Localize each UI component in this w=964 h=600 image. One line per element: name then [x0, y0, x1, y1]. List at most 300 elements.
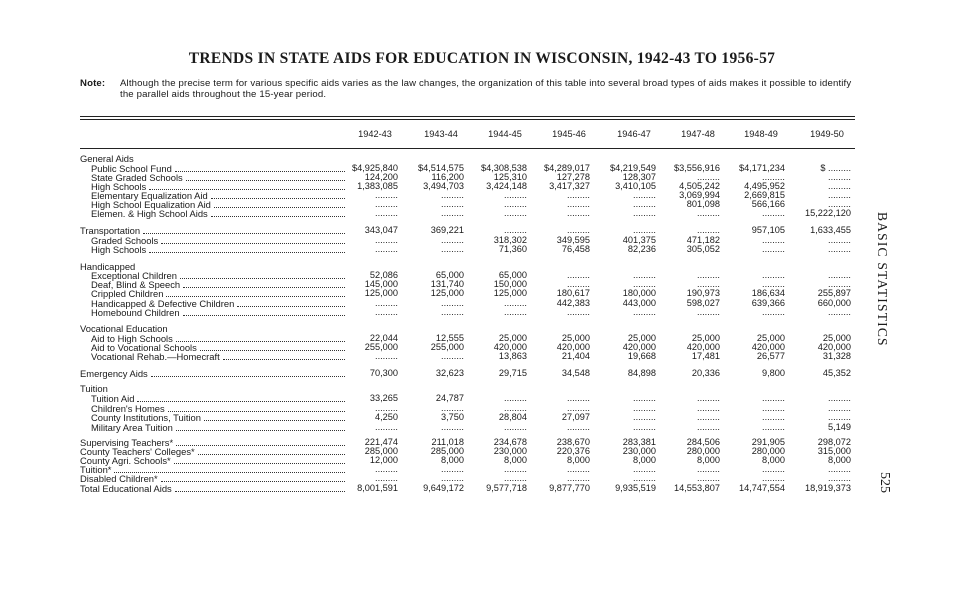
leader-dots	[114, 465, 345, 473]
table-cell: 8,000	[633, 455, 656, 465]
table-cell: 26,577	[756, 351, 785, 361]
table-cell: .........	[567, 270, 590, 280]
table-row	[0, 369, 964, 379]
table-cell: .........	[504, 403, 527, 413]
table-cell: 420,000	[817, 342, 851, 352]
row-label: Total Educational Aids	[80, 483, 172, 494]
row-label: Deaf, Blind & Speech	[91, 279, 181, 290]
table-cell: 8,000	[504, 455, 527, 465]
table-cell: .........	[567, 422, 590, 432]
table-cell: 420,000	[556, 342, 590, 352]
table-cell: 280,000	[686, 446, 720, 456]
table-cell: 8,000	[567, 455, 590, 465]
leader-dots	[174, 456, 345, 464]
row-label: Handicapped	[80, 261, 136, 272]
table-cell: .........	[633, 412, 656, 422]
leader-dots	[175, 484, 345, 492]
table-cell: 82,236	[627, 244, 656, 254]
table-cell: 3,750	[441, 412, 464, 422]
row-label: Emergency Aids	[80, 368, 148, 379]
table-cell: 471,182	[686, 235, 720, 245]
table-row	[0, 384, 964, 394]
table-cell: .........	[504, 393, 527, 403]
table-cell: 639,366	[751, 298, 785, 308]
table-cell: .........	[762, 473, 785, 483]
row-label: Supervising Teachers*	[80, 437, 174, 448]
table-cell: 9,577,718	[486, 483, 527, 493]
leader-dots	[176, 423, 345, 431]
row-label: Aid to High Schools	[91, 333, 173, 344]
table-cell: 25,000	[498, 333, 527, 343]
table-cell: $4,925,840	[352, 163, 398, 173]
table-cell: 12,555	[435, 333, 464, 343]
page-number: 525	[877, 472, 892, 493]
table-cell: .........	[697, 307, 720, 317]
table-cell: 127,278	[556, 172, 590, 182]
table-cell: 420,000	[686, 342, 720, 352]
table-cell: .........	[697, 422, 720, 432]
table-cell: .........	[441, 422, 464, 432]
table-cell: .........	[504, 473, 527, 483]
leader-dots	[204, 413, 345, 421]
table-cell: 255,000	[364, 342, 398, 352]
table-cell: .........	[441, 199, 464, 209]
table-cell: 33,265	[369, 393, 398, 403]
column-header: 1948-49	[744, 129, 778, 139]
table-cell: .........	[375, 190, 398, 200]
leader-dots	[149, 245, 345, 253]
table-cell: 291,905	[751, 437, 785, 447]
table-cell: 8,000	[762, 455, 785, 465]
table-cell: .........	[828, 393, 851, 403]
table-cell: 230,000	[493, 446, 527, 456]
table-cell: 284,506	[686, 437, 720, 447]
table-cell: 180,000	[622, 288, 656, 298]
table-cell: 3,417,327	[549, 181, 590, 191]
table-cell: .........	[828, 464, 851, 474]
table-cell: 8,000	[828, 455, 851, 465]
table-cell: 29,715	[498, 368, 527, 378]
table-cell: .........	[762, 172, 785, 182]
table-cell: .........	[828, 190, 851, 200]
table-cell: .........	[375, 208, 398, 218]
table-cell: 315,000	[817, 446, 851, 456]
table-row	[0, 484, 964, 494]
table-cell: $4,289,017	[544, 163, 590, 173]
table-cell: 17,481	[691, 351, 720, 361]
table-cell: 285,000	[364, 446, 398, 456]
row-label: County Teachers' Colleges*	[80, 446, 195, 457]
header-bottom-rule	[80, 148, 855, 149]
leader-dots	[166, 289, 345, 297]
table-cell: 27,097	[561, 412, 590, 422]
table-cell: 318,302	[493, 235, 527, 245]
table-cell: 13,863	[498, 351, 527, 361]
table-cell: 14,747,554	[739, 483, 785, 493]
table-cell: .........	[375, 351, 398, 361]
table-cell: 221,474	[364, 437, 398, 447]
table-cell: 186,634	[751, 288, 785, 298]
table-cell: .........	[633, 270, 656, 280]
table-cell: .........	[567, 403, 590, 413]
table-cell: 255,000	[430, 342, 464, 352]
note	[80, 79, 860, 100]
column-header: 1947-48	[681, 129, 715, 139]
table-cell: 230,000	[622, 446, 656, 456]
row-label: High Schools	[91, 181, 147, 192]
row-label: County Agri. Schools*	[80, 455, 171, 466]
leader-dots	[180, 271, 345, 279]
table-cell: .........	[633, 422, 656, 432]
table-cell: .........	[567, 225, 590, 235]
table-cell: 598,027	[686, 298, 720, 308]
row-label: Graded Schools	[91, 235, 159, 246]
column-header: 1942-43	[358, 129, 392, 139]
table-cell: 957,105	[751, 225, 785, 235]
table-cell: 1,383,085	[357, 181, 398, 191]
leader-dots	[211, 209, 345, 217]
table-cell: 145,000	[364, 279, 398, 289]
table-cell: 76,458	[561, 244, 590, 254]
table-cell: .........	[697, 270, 720, 280]
table-cell: 28,804	[498, 412, 527, 422]
table-cell: .........	[633, 307, 656, 317]
table-cell: 442,383	[556, 298, 590, 308]
table-cell: .........	[828, 412, 851, 422]
table-cell: .........	[697, 208, 720, 218]
table-row	[0, 245, 964, 255]
table-cell: .........	[762, 270, 785, 280]
table-cell: .........	[633, 403, 656, 413]
row-label: Public School Fund	[91, 163, 172, 174]
table-cell: 4,505,242	[679, 181, 720, 191]
table-cell: 420,000	[751, 342, 785, 352]
column-header: 1949-50	[810, 129, 844, 139]
table-cell: .........	[567, 279, 590, 289]
table-cell: 25,000	[822, 333, 851, 343]
table-cell: 131,740	[430, 279, 464, 289]
table-cell: 401,375	[622, 235, 656, 245]
table-cell: .........	[697, 225, 720, 235]
table-cell: 125,000	[364, 288, 398, 298]
table-cell: .........	[504, 190, 527, 200]
table-cell: .........	[567, 190, 590, 200]
row-label: Handicapped & Defective Children	[91, 298, 235, 309]
table-cell: .........	[504, 208, 527, 218]
leader-dots	[143, 226, 345, 234]
table-cell: 116,200	[431, 172, 464, 182]
table-cell: .........	[633, 199, 656, 209]
table-cell: .........	[375, 403, 398, 413]
table-cell: .........	[697, 172, 720, 182]
table-cell: 255,897	[817, 288, 851, 298]
table-cell: 45,352	[822, 368, 851, 378]
table-cell: $ .........	[820, 163, 851, 173]
row-label: Transportation	[80, 225, 141, 236]
row-label: Elementary Equalization Aid	[91, 190, 208, 201]
table-cell: .........	[441, 244, 464, 254]
table-cell: 9,649,172	[423, 483, 464, 493]
table-cell: .........	[762, 235, 785, 245]
table-cell: .........	[633, 464, 656, 474]
table-cell: 128,307	[622, 172, 656, 182]
row-label: Exceptional Children	[91, 270, 177, 281]
leader-dots	[176, 438, 345, 446]
table-cell: 70,300	[369, 368, 398, 378]
row-label: Disabled Children*	[80, 473, 158, 484]
leader-dots	[211, 191, 345, 199]
table-cell: .........	[375, 199, 398, 209]
row-label: State Graded Schools	[91, 172, 183, 183]
leader-dots	[168, 404, 345, 412]
leader-dots	[214, 200, 345, 208]
table-cell: 1,633,455	[810, 225, 851, 235]
table-cell: 8,000	[441, 455, 464, 465]
table-cell: .........	[697, 393, 720, 403]
table-cell: 25,000	[627, 333, 656, 343]
leader-dots	[183, 308, 345, 316]
table-cell: .........	[828, 181, 851, 191]
table-cell: .........	[441, 403, 464, 413]
table-cell: .........	[567, 208, 590, 218]
table-cell: .........	[375, 235, 398, 245]
table-cell: .........	[504, 225, 527, 235]
table-cell: .........	[762, 279, 785, 289]
table-cell: 283,381	[622, 437, 656, 447]
table-cell: 25,000	[756, 333, 785, 343]
table-cell: 190,973	[686, 288, 720, 298]
row-label: Vocational Rehab.—Homecraft	[91, 351, 220, 362]
table-cell: .........	[567, 464, 590, 474]
table-cell: $3,556,916	[674, 163, 720, 173]
table-cell: $4,514,575	[418, 163, 464, 173]
table-cell: .........	[567, 473, 590, 483]
table-cell: 220,376	[556, 446, 590, 456]
table-cell: .........	[762, 393, 785, 403]
table-cell: 349,595	[556, 235, 590, 245]
table-cell: .........	[828, 199, 851, 209]
table-cell: 65,000	[435, 270, 464, 280]
table-cell: .........	[567, 393, 590, 403]
table-cell: .........	[567, 307, 590, 317]
table-cell: .........	[441, 464, 464, 474]
table-cell: 234,678	[493, 437, 527, 447]
table-cell: .........	[697, 473, 720, 483]
table-cell: .........	[441, 473, 464, 483]
table-cell: 12,000	[369, 455, 398, 465]
row-label: Military Area Tuition	[91, 422, 173, 433]
table-cell: 9,877,770	[549, 483, 590, 493]
table-cell: 3,069,994	[679, 190, 720, 200]
row-label: County Institutions, Tuition	[91, 412, 201, 423]
table-cell: .........	[375, 464, 398, 474]
leader-dots	[151, 369, 345, 377]
table-cell: .........	[633, 208, 656, 218]
table-cell: $4,219,549	[610, 163, 656, 173]
row-label: General Aids	[80, 153, 134, 164]
table-cell: 52,086	[369, 270, 398, 280]
leader-dots	[161, 474, 345, 482]
table-cell: .........	[504, 307, 527, 317]
leader-dots	[223, 352, 345, 360]
table-top-rule-2	[80, 119, 855, 120]
table-cell: 25,000	[691, 333, 720, 343]
table-cell: .........	[828, 473, 851, 483]
side-label: BASIC STATISTICS	[875, 212, 890, 347]
table-cell: .........	[633, 190, 656, 200]
column-header: 1945-46	[552, 129, 586, 139]
table-cell: 566,166	[751, 199, 785, 209]
table-cell: .........	[633, 279, 656, 289]
table-cell: 18,919,373	[805, 483, 851, 493]
table-cell: .........	[633, 225, 656, 235]
note-text: Although the precise term for various specific aids varies as the law changes, the organization of this table into several broad types of aids makes it possible to identify the parallel aids throughout the 15-year period.	[120, 78, 852, 100]
table-cell: 280,000	[751, 446, 785, 456]
table-cell: .........	[375, 473, 398, 483]
row-label: Crippled Children	[91, 288, 164, 299]
table-cell: .........	[504, 464, 527, 474]
table-cell: 211,018	[431, 437, 464, 447]
table-cell: .........	[441, 298, 464, 308]
table-cell: $4,171,234	[739, 163, 785, 173]
table-cell: 660,000	[817, 298, 851, 308]
table-cell: 9,800	[762, 368, 785, 378]
table-cell: 420,000	[493, 342, 527, 352]
table-cell: .........	[441, 235, 464, 245]
leader-dots	[176, 334, 345, 342]
table-cell: 305,052	[686, 244, 720, 254]
table-cell: 443,000	[622, 298, 656, 308]
table-row	[0, 209, 964, 219]
row-label: Children's Homes	[91, 403, 165, 414]
row-label: High Schools	[91, 244, 147, 255]
table-cell: 125,310	[493, 172, 527, 182]
table-cell: 4,495,952	[744, 181, 785, 191]
table-cell: 150,000	[493, 279, 527, 289]
table-cell: .........	[762, 412, 785, 422]
table-cell: 15,222,120	[805, 208, 851, 218]
table-cell: 25,000	[561, 333, 590, 343]
table-cell: .........	[441, 208, 464, 218]
table-cell: .........	[504, 422, 527, 432]
table-cell: 5,149	[828, 422, 851, 432]
table-cell: 124,200	[364, 172, 398, 182]
leader-dots	[186, 173, 345, 181]
table-cell: .........	[441, 307, 464, 317]
table-cell: 125,000	[430, 288, 464, 298]
table-cell: 71,360	[498, 244, 527, 254]
table-cell: 84,898	[627, 368, 656, 378]
leader-dots	[200, 343, 345, 351]
table-cell: $4,308,538	[481, 163, 527, 173]
table-cell: .........	[762, 464, 785, 474]
leader-dots	[198, 447, 345, 455]
table-cell: .........	[375, 422, 398, 432]
table-cell: 298,072	[817, 437, 851, 447]
table-cell: .........	[762, 403, 785, 413]
table-cell: .........	[441, 190, 464, 200]
table-cell: 21,404	[561, 351, 590, 361]
column-header: 1946-47	[617, 129, 651, 139]
table-cell: 238,670	[556, 437, 590, 447]
row-label: Tuition Aid	[91, 393, 135, 404]
leader-dots	[161, 236, 345, 244]
table-cell: 31,328	[822, 351, 851, 361]
leader-dots	[175, 164, 345, 172]
table-cell: .........	[567, 199, 590, 209]
table-cell: .........	[504, 298, 527, 308]
table-cell: 8,001,591	[357, 483, 398, 493]
table-row	[0, 423, 964, 433]
table-cell: .........	[633, 393, 656, 403]
table-row	[0, 308, 964, 318]
table-cell: 8,000	[697, 455, 720, 465]
table-cell: 22,044	[369, 333, 398, 343]
table-cell: .........	[828, 172, 851, 182]
table-cell: .........	[828, 244, 851, 254]
table-cell: 125,000	[493, 288, 527, 298]
row-label: Tuition*	[80, 464, 112, 475]
table-cell: 34,548	[561, 368, 590, 378]
row-label: Homebound Children	[91, 307, 180, 318]
table-cell: .........	[828, 235, 851, 245]
table-cell: 24,787	[435, 393, 464, 403]
table-cell: 65,000	[498, 270, 527, 280]
table-cell: .........	[828, 307, 851, 317]
row-label: Aid to Vocational Schools	[91, 342, 197, 353]
table-cell: 285,000	[430, 446, 464, 456]
table-cell: .........	[633, 473, 656, 483]
column-header: 1943-44	[424, 129, 458, 139]
row-label: Elemen. & High School Aids	[91, 208, 208, 219]
table-cell: 343,047	[364, 225, 398, 235]
note-label: Note:	[80, 78, 106, 89]
leader-dots	[137, 394, 345, 402]
table-cell: .........	[828, 279, 851, 289]
row-label: High School Equalization Aid	[91, 199, 211, 210]
table-row	[0, 352, 964, 362]
table-cell: .........	[697, 464, 720, 474]
table-cell: 3,410,105	[615, 181, 656, 191]
leader-dots	[237, 299, 345, 307]
column-header: 1944-45	[488, 129, 522, 139]
row-label: Tuition	[80, 383, 108, 394]
table-cell: .........	[828, 270, 851, 280]
table-cell: .........	[828, 403, 851, 413]
row-label: Vocational Education	[80, 323, 168, 334]
table-cell: 180,617	[556, 288, 590, 298]
table-cell: .........	[375, 307, 398, 317]
table-cell: .........	[375, 298, 398, 308]
table-cell: 19,668	[627, 351, 656, 361]
table-cell: 20,336	[691, 368, 720, 378]
table-cell: .........	[762, 208, 785, 218]
table-cell: 32,623	[435, 368, 464, 378]
table-cell: .........	[441, 351, 464, 361]
table-cell: 3,494,703	[423, 181, 464, 191]
table-cell: 801,098	[686, 199, 720, 209]
table-cell: 9,935,519	[615, 483, 656, 493]
table-cell: .........	[504, 199, 527, 209]
table-cell: 369,221	[430, 225, 464, 235]
table-cell: .........	[762, 307, 785, 317]
table-cell: .........	[375, 244, 398, 254]
table-cell: .........	[762, 422, 785, 432]
table-cell: 2,669,815	[744, 190, 785, 200]
leader-dots	[183, 280, 345, 288]
page-title: TRENDS IN STATE AIDS FOR EDUCATION IN WISCONSIN, 1942-43 TO 1956-57	[188, 50, 776, 67]
table-cell: 420,000	[622, 342, 656, 352]
